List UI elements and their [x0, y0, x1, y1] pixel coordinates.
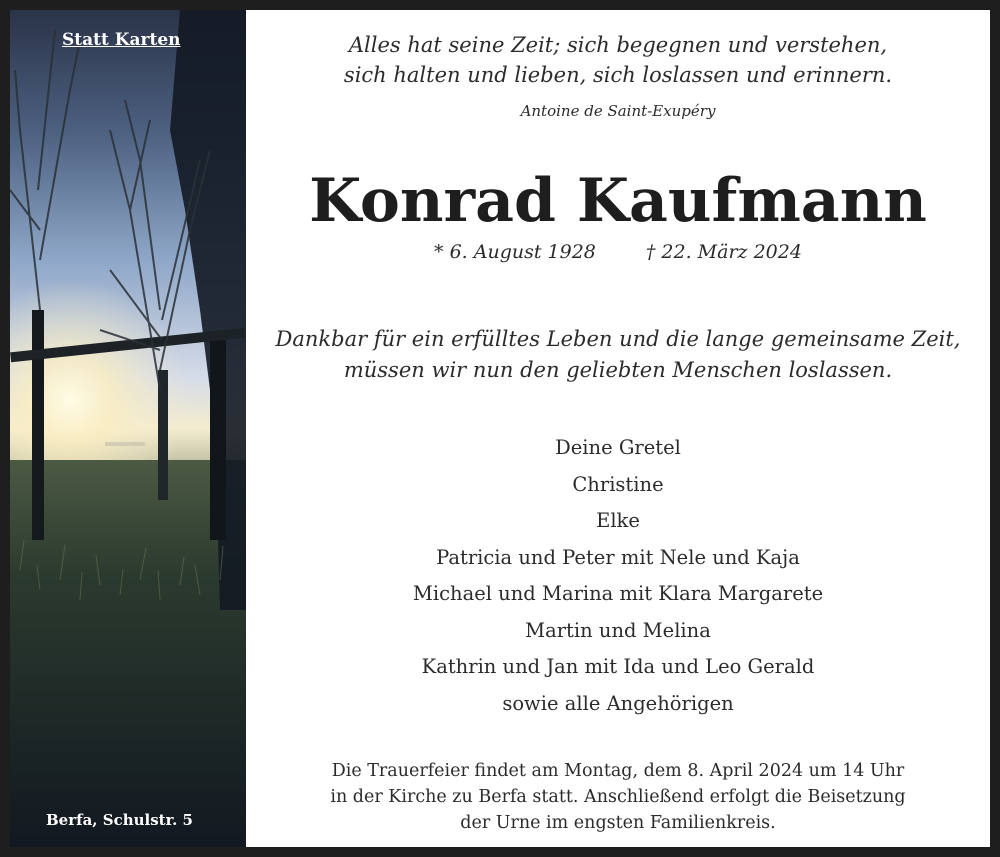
mourner-entry: sowie alle Angehörigen	[502, 691, 734, 715]
quote-line: Alles hat seine Zeit; sich begegnen und verstehen,	[348, 33, 888, 57]
birth-date: * 6. August 1928	[434, 241, 596, 263]
death-date: † 22. März 2024	[645, 241, 802, 263]
funeral-service-info	[246, 758, 990, 836]
statt-karten-label: Statt Karten	[62, 30, 181, 50]
mourner-entry: Elke	[596, 509, 640, 532]
service-line: in der Kirche zu Berfa statt. Anschließend erfolgt die Beisetzung	[330, 787, 906, 807]
deceased-name: Konrad Kaufmann	[309, 166, 927, 236]
mourner-entry: Deine Gretel	[555, 436, 681, 459]
mourner-entry: Patricia und Peter mit Nele und Kaja	[436, 545, 800, 569]
notice-text	[246, 10, 990, 847]
thanks-text	[246, 324, 990, 386]
quote	[246, 30, 990, 90]
life-dates	[246, 241, 990, 263]
tree-silhouette-image	[10, 10, 246, 847]
landscape-photo	[10, 10, 246, 847]
obituary-notice	[10, 10, 990, 847]
mourners-list	[246, 430, 990, 722]
quote-line: sich halten und lieben, sich loslassen und erinnern.	[343, 63, 893, 87]
mourner-entry: Martin und Melina	[525, 618, 711, 642]
mourner-entry: Kathrin und Jan mit Ida und Leo Gerald	[421, 655, 815, 678]
service-line: Die Trauerfeier findet am Montag, dem 8. April 2024 um 14 Uhr	[331, 761, 905, 781]
thanks-line: Dankbar für ein erfülltes Leben und die lange gemeinsame Zeit,	[275, 327, 961, 351]
thanks-line: müssen wir nun den geliebten Menschen loslassen.	[343, 358, 893, 382]
service-line: der Urne im engsten Familienkreis.	[460, 813, 776, 833]
address-label: Berfa, Schulstr. 5	[46, 811, 193, 829]
mourner-entry: Christine	[572, 472, 664, 496]
mourner-entry: Michael und Marina mit Klara Margarete	[412, 582, 824, 605]
quote-author: Antoine de Saint-Exupéry	[520, 102, 716, 120]
